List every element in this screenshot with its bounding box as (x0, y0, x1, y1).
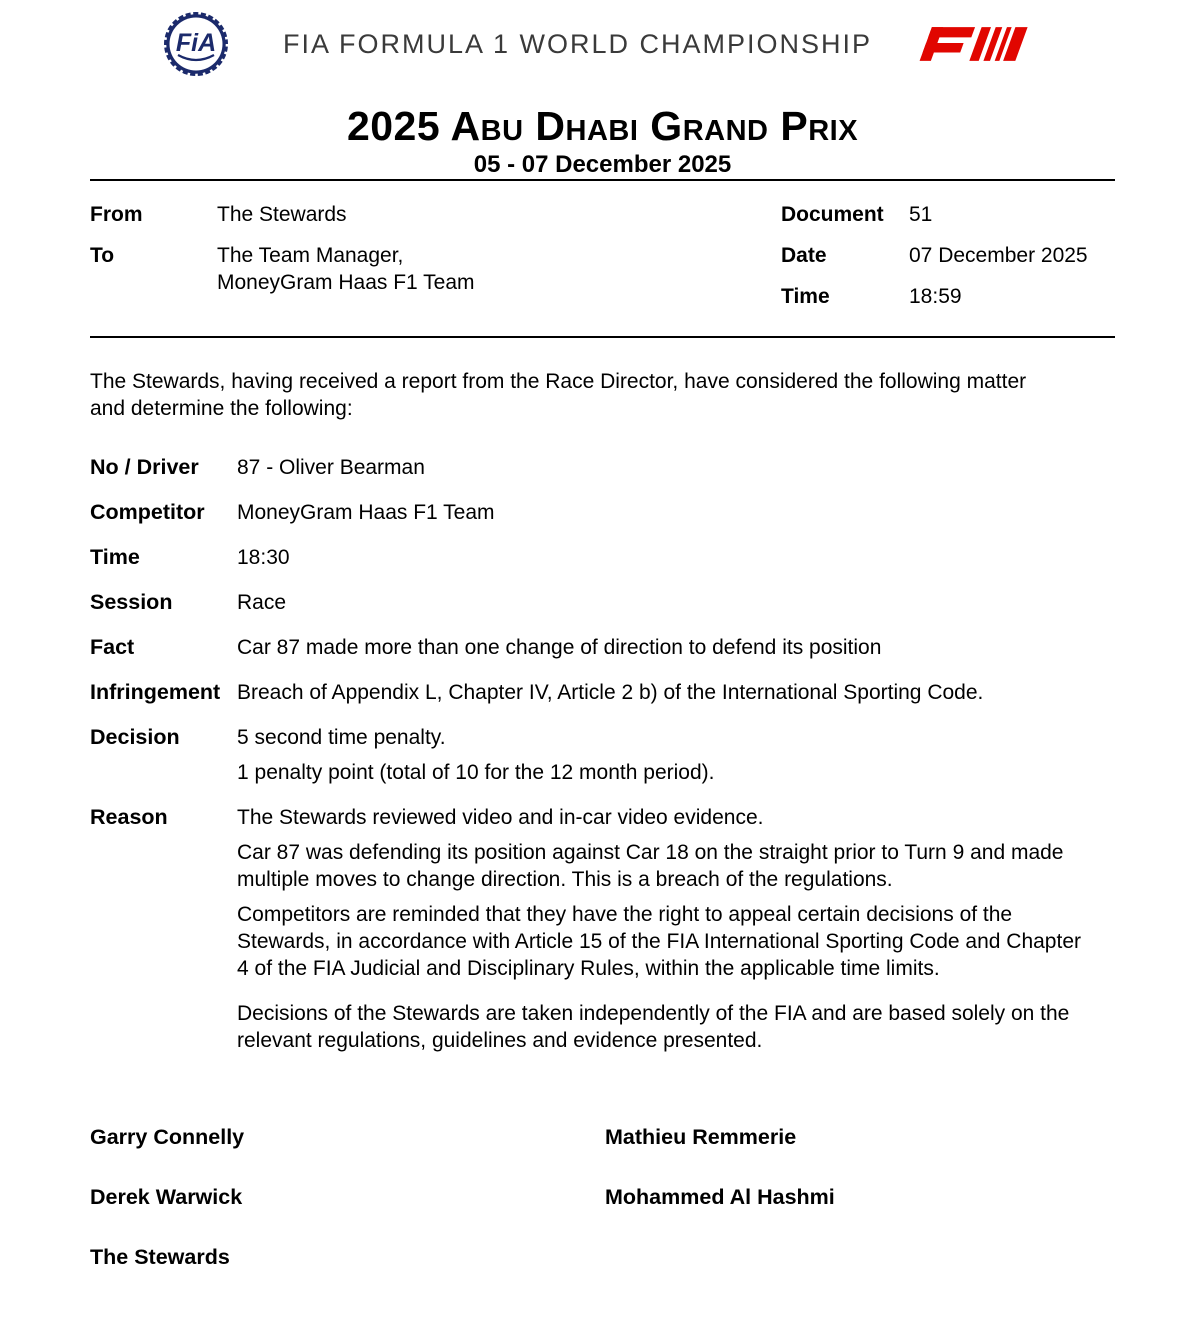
document-value: 51 (909, 203, 933, 226)
signature-row (90, 1184, 1115, 1211)
field-value-text: MoneyGram Haas F1 Team (237, 501, 495, 524)
field-value-text: Race (237, 591, 287, 614)
field-reason (90, 804, 1115, 1054)
field-value (237, 589, 1087, 616)
field-no-driver (90, 454, 1115, 481)
field-fact (90, 634, 1115, 661)
field-session (90, 589, 1115, 616)
field-value (237, 724, 1087, 786)
to-value-line1: The Team Manager, (217, 244, 404, 267)
meta-block (90, 181, 1115, 336)
signatures-block (90, 1124, 1115, 1271)
signature-steward-3: Derek Warwick (90, 1185, 243, 1209)
field-time (90, 544, 1115, 571)
time-label: Time (781, 285, 830, 308)
field-value (237, 679, 1087, 706)
field-infringement (90, 679, 1115, 706)
masthead (90, 8, 1115, 80)
intro-paragraph: The Stewards, having received a report from the Race Director, have considered the following matter and determine the following: (90, 370, 1027, 420)
field-decision (90, 724, 1115, 786)
fia-logo-icon (152, 10, 240, 78)
field-value-text: Breach of Appendix L, Chapter IV, Article 2 b) of the International Sporting Code. (237, 681, 984, 704)
decision-penalty-points: 1 penalty point (total of 10 for the 12 month period). (237, 761, 715, 784)
field-value (237, 544, 1087, 571)
field-value-text: 18:30 (237, 546, 290, 569)
field-label: Time (90, 545, 140, 569)
event-dates: 05 - 07 December 2025 (473, 151, 732, 178)
from-label: From (90, 203, 143, 226)
field-label: Fact (90, 635, 135, 659)
to-value-line2: MoneyGram Haas F1 Team (217, 271, 475, 294)
reason-paragraph: Competitors are reminded that they have the right to appeal certain decisions of the Stewards, in accordance with Article 15 of the FIA International Sporting Code and Chapter 4 of the FIA Judicial and Disciplinary Rules, within the applicable time limits. (237, 903, 1081, 980)
signature-row (90, 1124, 1115, 1151)
divider-meta (90, 336, 1115, 338)
field-competitor (90, 499, 1115, 526)
meta-from-row (90, 201, 781, 228)
time-value: 18:59 (909, 285, 962, 308)
date-value: 07 December 2025 (909, 244, 1088, 267)
to-label: To (90, 244, 115, 267)
field-label: Competitor (90, 500, 205, 524)
fia-logo-text: FiA (175, 29, 217, 57)
reason-paragraph: The Stewards reviewed video and in-car video evidence. (237, 806, 764, 829)
date-label: Date (781, 244, 827, 267)
field-label: Session (90, 590, 173, 614)
reason-paragraph: Decisions of the Stewards are taken independently of the FIA and are based solely on the relevant regulations, guidelines and evidence presented. (237, 1002, 1070, 1052)
signature-steward-2: Mathieu Remmerie (605, 1125, 797, 1149)
from-value: The Stewards (217, 203, 347, 226)
field-label: Infringement (90, 680, 221, 704)
field-label: Reason (90, 805, 168, 829)
f1-logo-icon (915, 21, 1037, 67)
title-block (90, 104, 1115, 179)
meta-date-row (781, 242, 1115, 269)
field-label: Decision (90, 725, 180, 749)
meta-right-column (781, 201, 1115, 324)
document-label: Document (781, 203, 884, 226)
signature-footer: The Stewards (90, 1245, 230, 1269)
meta-left-column (90, 201, 781, 324)
championship-title: FIA FORMULA 1 WORLD CHAMPIONSHIP (282, 28, 873, 59)
signature-steward-4: Mohammed Al Hashmi (605, 1185, 835, 1209)
decision-fields (90, 454, 1115, 1054)
field-value-text: Car 87 made more than one change of direction to defend its position (237, 636, 882, 659)
reason-paragraph: Car 87 was defending its position against Car 18 on the straight prior to Turn 9 and made multiple moves to change direction. This is a breach of the regulations. (237, 841, 1064, 891)
field-value (237, 634, 1087, 661)
meta-document-row (781, 201, 1115, 228)
field-value-text: 87 - Oliver Bearman (237, 456, 425, 479)
field-value (237, 804, 1087, 1054)
signature-steward-1: Garry Connelly (90, 1125, 245, 1149)
decision-penalty: 5 second time penalty. (237, 726, 446, 749)
field-value (237, 454, 1087, 481)
meta-time-row (781, 283, 1115, 310)
to-value (217, 242, 475, 296)
field-value (237, 499, 1087, 526)
event-title: 2025 Abu Dhabi Grand Prix (346, 103, 859, 149)
meta-to-row (90, 242, 781, 296)
field-label: No / Driver (90, 455, 199, 479)
